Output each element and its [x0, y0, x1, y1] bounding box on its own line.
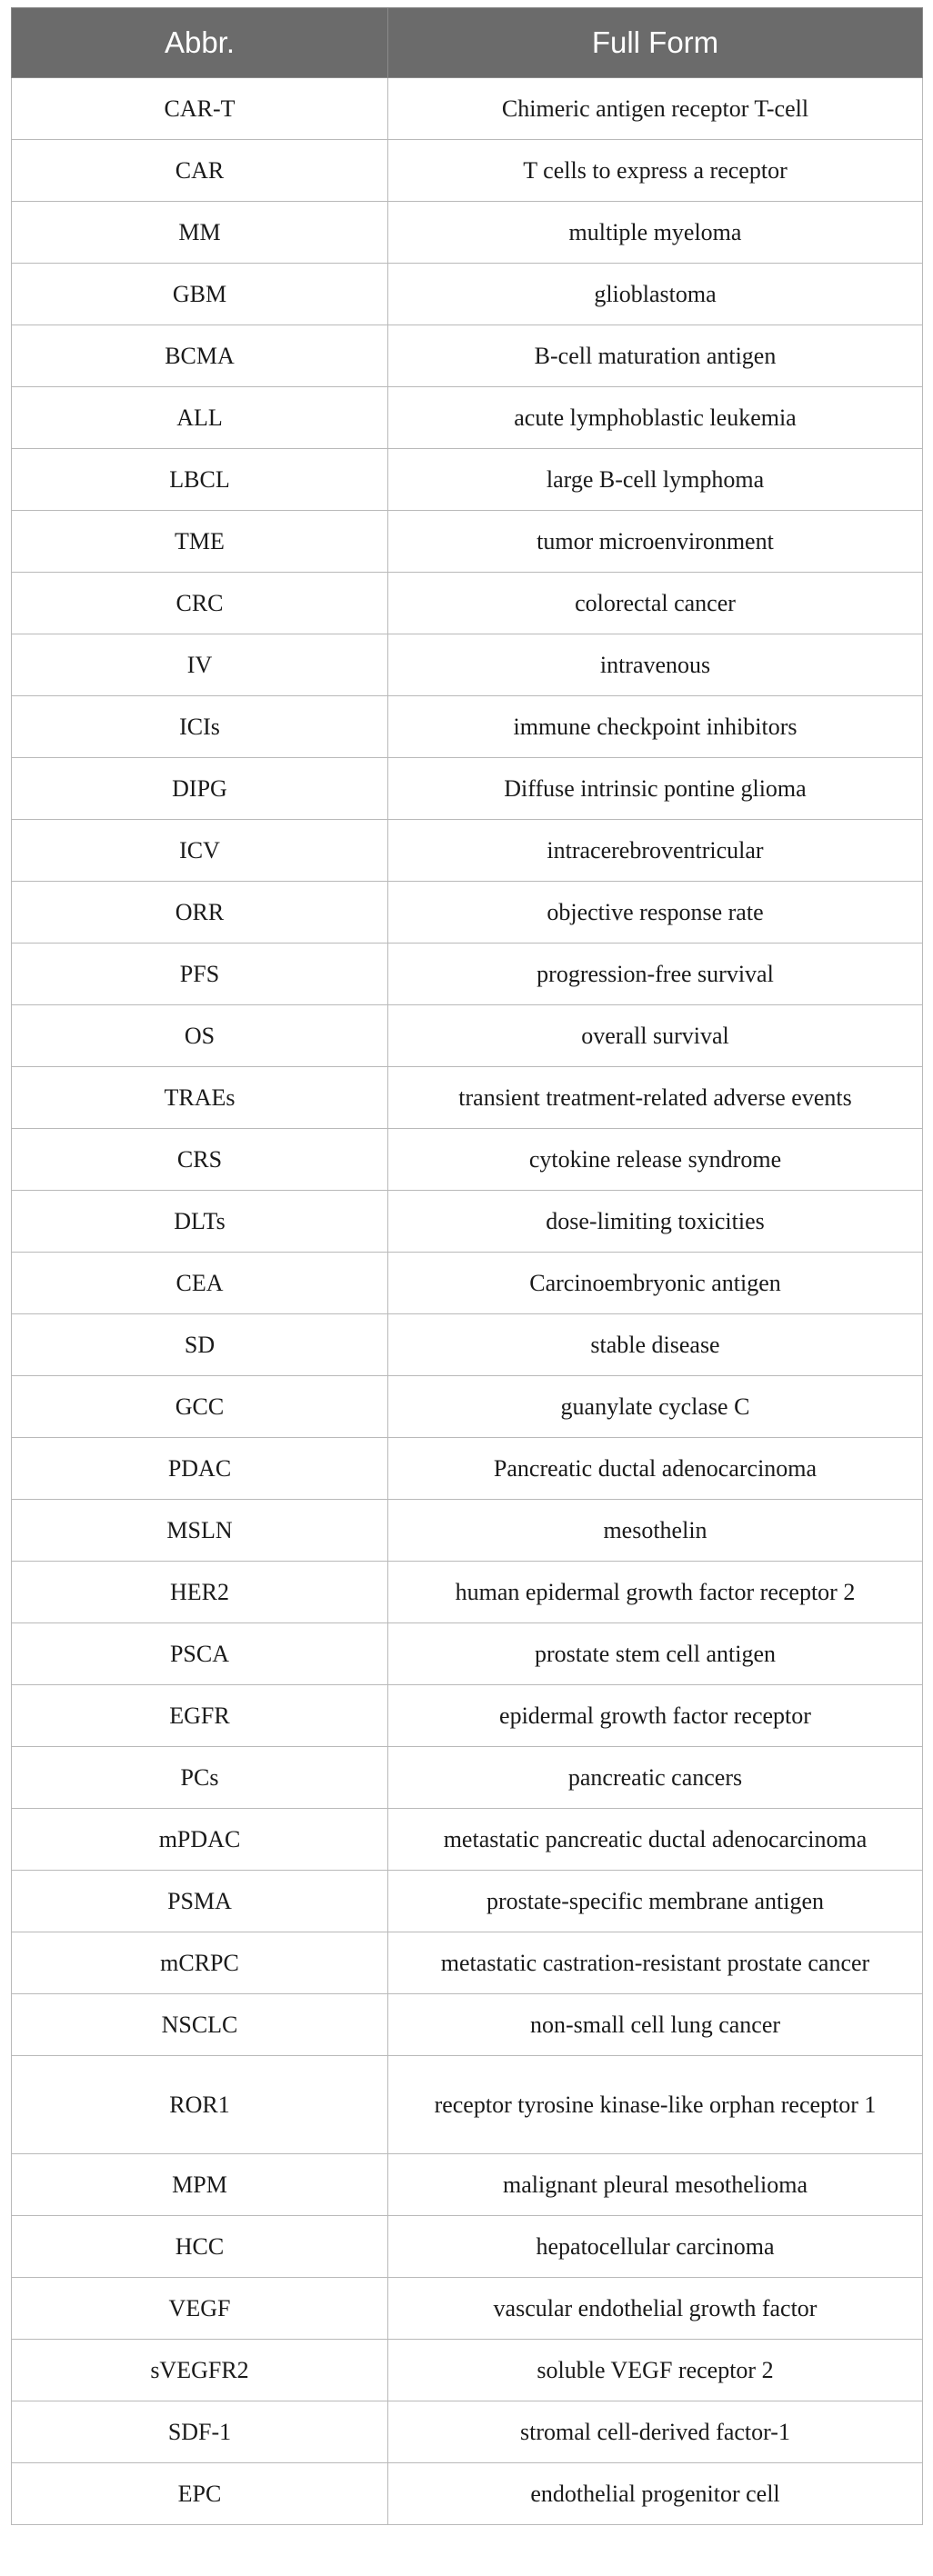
header-abbr: Abbr. [12, 8, 388, 78]
full-form-cell: glioblastoma [388, 264, 923, 325]
full-form-cell: intracerebroventricular [388, 820, 923, 882]
abbr-cell: HER2 [12, 1562, 388, 1623]
full-form-cell: non-small cell lung cancer [388, 1994, 923, 2056]
abbr-cell: DIPG [12, 758, 388, 820]
full-form-cell: multiple myeloma [388, 202, 923, 264]
abbr-cell: ICV [12, 820, 388, 882]
table-row [12, 1376, 923, 1438]
table-row [12, 2278, 923, 2340]
full-form-cell: Carcinoembryonic antigen [388, 1253, 923, 1314]
full-form-cell: vascular endothelial growth factor [388, 2278, 923, 2340]
table-row [12, 140, 923, 202]
header-full-form: Full Form [388, 8, 923, 78]
abbr-cell: CRC [12, 573, 388, 634]
abbr-cell: EGFR [12, 1685, 388, 1747]
full-form-cell: overall survival [388, 1005, 923, 1067]
table-row [12, 1253, 923, 1314]
table-row [12, 2154, 923, 2216]
table-row [12, 325, 923, 387]
abbr-cell: CAR [12, 140, 388, 202]
full-form-cell: hepatocellular carcinoma [388, 2216, 923, 2278]
table-row [12, 634, 923, 696]
abbr-cell: GBM [12, 264, 388, 325]
table-row [12, 2216, 923, 2278]
abbr-cell: MSLN [12, 1500, 388, 1562]
abbr-cell: DLTs [12, 1191, 388, 1253]
table-row [12, 264, 923, 325]
header-row [12, 8, 923, 78]
full-form-cell: guanylate cyclase C [388, 1376, 923, 1438]
table-row [12, 1871, 923, 1932]
table-row [12, 387, 923, 449]
abbr-cell: LBCL [12, 449, 388, 511]
full-form-cell: prostate stem cell antigen [388, 1623, 923, 1685]
table-row [12, 1438, 923, 1500]
full-form-cell: human epidermal growth factor receptor 2 [388, 1562, 923, 1623]
table-row [12, 1500, 923, 1562]
full-form-cell: tumor microenvironment [388, 511, 923, 573]
full-form-cell: malignant pleural mesothelioma [388, 2154, 923, 2216]
table-row [12, 1809, 923, 1871]
full-form-cell: mesothelin [388, 1500, 923, 1562]
abbr-cell: IV [12, 634, 388, 696]
table-row [12, 2056, 923, 2154]
full-form-cell: receptor tyrosine kinase-like orphan receptor 1 [388, 2056, 923, 2154]
abbreviations-document [11, 7, 922, 2525]
full-form-cell: Pancreatic ductal adenocarcinoma [388, 1438, 923, 1500]
table-row [12, 2340, 923, 2401]
full-form-cell: colorectal cancer [388, 573, 923, 634]
abbr-cell: sVEGFR2 [12, 2340, 388, 2401]
table-row [12, 696, 923, 758]
abbr-cell: MPM [12, 2154, 388, 2216]
table-row [12, 1314, 923, 1376]
abbr-cell: ORR [12, 882, 388, 944]
abbr-cell: CRS [12, 1129, 388, 1191]
table-row [12, 1994, 923, 2056]
full-form-cell: stable disease [388, 1314, 923, 1376]
full-form-cell: Diffuse intrinsic pontine glioma [388, 758, 923, 820]
table-row [12, 511, 923, 573]
full-form-cell: epidermal growth factor receptor [388, 1685, 923, 1747]
abbr-cell: TME [12, 511, 388, 573]
full-form-cell: objective response rate [388, 882, 923, 944]
full-form-cell: immune checkpoint inhibitors [388, 696, 923, 758]
full-form-cell: stromal cell-derived factor-1 [388, 2401, 923, 2463]
full-form-cell: metastatic castration-resistant prostate cancer [388, 1932, 923, 1994]
full-form-cell: Chimeric antigen receptor T-cell [388, 78, 923, 140]
full-form-cell: cytokine release syndrome [388, 1129, 923, 1191]
abbr-cell: EPC [12, 2463, 388, 2525]
abbr-cell: SDF-1 [12, 2401, 388, 2463]
abbr-cell: HCC [12, 2216, 388, 2278]
table-row [12, 1623, 923, 1685]
abbr-cell: TRAEs [12, 1067, 388, 1129]
table-header [12, 8, 923, 78]
abbr-cell: PFS [12, 944, 388, 1005]
full-form-cell: T cells to express a receptor [388, 140, 923, 202]
table-row [12, 1129, 923, 1191]
abbr-cell: CEA [12, 1253, 388, 1314]
table-row [12, 1067, 923, 1129]
full-form-cell: soluble VEGF receptor 2 [388, 2340, 923, 2401]
abbr-cell: PCs [12, 1747, 388, 1809]
full-form-cell: acute lymphoblastic leukemia [388, 387, 923, 449]
table-row [12, 882, 923, 944]
table-row [12, 2463, 923, 2525]
abbr-cell: OS [12, 1005, 388, 1067]
abbr-cell: ALL [12, 387, 388, 449]
table-body [12, 78, 923, 2525]
table-row [12, 449, 923, 511]
abbr-cell: mPDAC [12, 1809, 388, 1871]
table-row [12, 78, 923, 140]
abbr-cell: PDAC [12, 1438, 388, 1500]
full-form-cell: progression-free survival [388, 944, 923, 1005]
table-row [12, 1191, 923, 1253]
abbreviations-table [11, 7, 923, 2525]
full-form-cell: prostate-specific membrane antigen [388, 1871, 923, 1932]
abbr-cell: VEGF [12, 2278, 388, 2340]
full-form-cell: large B-cell lymphoma [388, 449, 923, 511]
table-row [12, 2401, 923, 2463]
abbr-cell: ICIs [12, 696, 388, 758]
full-form-cell: transient treatment-related adverse events [388, 1067, 923, 1129]
table-row [12, 758, 923, 820]
table-row [12, 1932, 923, 1994]
full-form-cell: dose-limiting toxicities [388, 1191, 923, 1253]
abbr-cell: BCMA [12, 325, 388, 387]
full-form-cell: B-cell maturation antigen [388, 325, 923, 387]
abbr-cell: PSMA [12, 1871, 388, 1932]
abbr-cell: NSCLC [12, 1994, 388, 2056]
table-row [12, 202, 923, 264]
abbr-cell: GCC [12, 1376, 388, 1438]
full-form-cell: endothelial progenitor cell [388, 2463, 923, 2525]
table-row [12, 1005, 923, 1067]
abbr-cell: PSCA [12, 1623, 388, 1685]
table-row [12, 944, 923, 1005]
table-row [12, 820, 923, 882]
table-row [12, 1747, 923, 1809]
abbr-cell: MM [12, 202, 388, 264]
table-row [12, 1562, 923, 1623]
abbr-cell: mCRPC [12, 1932, 388, 1994]
full-form-cell: intravenous [388, 634, 923, 696]
table-row [12, 1685, 923, 1747]
full-form-cell: pancreatic cancers [388, 1747, 923, 1809]
table-row [12, 573, 923, 634]
full-form-cell: metastatic pancreatic ductal adenocarcinoma [388, 1809, 923, 1871]
abbr-cell: CAR-T [12, 78, 388, 140]
abbr-cell: SD [12, 1314, 388, 1376]
abbr-cell: ROR1 [12, 2056, 388, 2154]
